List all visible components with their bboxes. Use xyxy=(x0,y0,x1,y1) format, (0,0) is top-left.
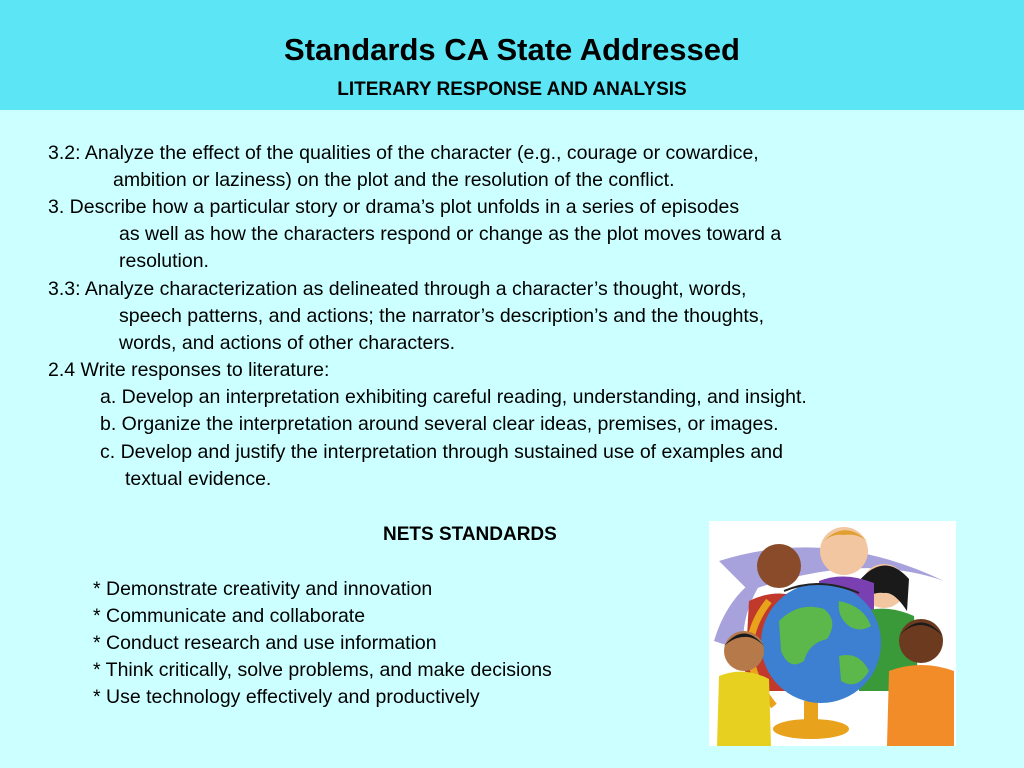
nets-item: * Use technology effectively and productively xyxy=(93,686,480,708)
slide-title: Standards CA State Addressed xyxy=(284,32,740,67)
standard-2-4-item-c: c. Develop and justify the interpretation through sustained use of examples and xyxy=(100,441,783,463)
standard-3-3-line-2: speech patterns, and actions; the narrator’s description’s and the thoughts, xyxy=(119,305,764,327)
standard-3-3-line-1: 3.3: Analyze characterization as delineated through a character’s thought, words, xyxy=(48,278,747,300)
standard-2-4-item-b: b. Organize the interpretation around several clear ideas, premises, or images. xyxy=(100,413,779,435)
standard-2-4-item-a: a. Develop an interpretation exhibiting careful reading, understanding, and insight. xyxy=(100,386,807,408)
nets-standards-heading: NETS STANDARDS xyxy=(383,524,557,545)
children-around-globe-icon xyxy=(709,521,956,746)
slide-subtitle: LITERARY RESPONSE AND ANALYSIS xyxy=(337,79,687,100)
standard-2-4-line-1: 2.4 Write responses to literature: xyxy=(48,359,330,381)
standard-2-4-item-c-cont: textual evidence. xyxy=(125,468,272,490)
nets-item: * Think critically, solve problems, and make decisions xyxy=(93,659,552,681)
children-globe-clipart xyxy=(709,521,956,746)
standard-3-line-2: as well as how the characters respond or change as the plot moves toward a xyxy=(119,223,782,245)
standard-3-3-line-3: words, and actions of other characters. xyxy=(119,332,456,354)
nets-item: * Demonstrate creativity and innovation xyxy=(93,578,433,600)
standard-3-2-line-1: 3.2: Analyze the effect of the qualities of the character (e.g., courage or cowardice, xyxy=(48,142,759,164)
nets-item: * Communicate and collaborate xyxy=(93,605,366,627)
standard-3-line-3: resolution. xyxy=(119,250,209,272)
standard-3-2-line-2: ambition or laziness) on the plot and the resolution of the conflict. xyxy=(113,169,675,191)
title-banner xyxy=(0,0,1024,110)
nets-item: * Conduct research and use information xyxy=(93,632,437,654)
standard-3-line-1: 3. Describe how a particular story or drama’s plot unfolds in a series of episodes xyxy=(48,196,740,218)
